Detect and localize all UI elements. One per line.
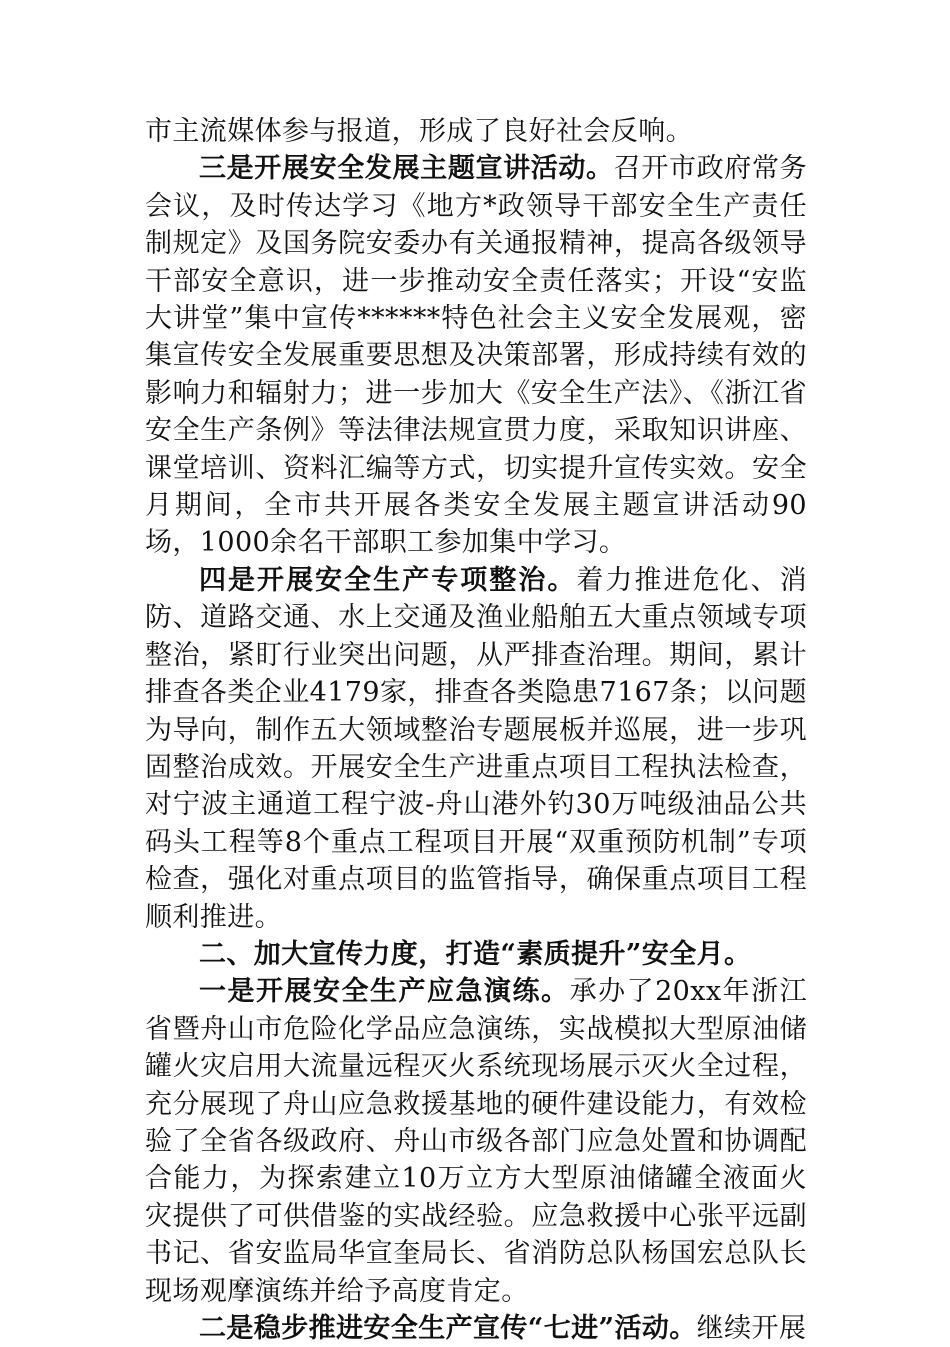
paragraph-body: 市主流媒体参与报道，形成了良好社会反响。 (145, 116, 693, 147)
paragraph-body: 承办了20xx年浙江省暨舟山市危险化学品应急演练，实战模拟大型原油储罐火灾启用大流量远程灭火系统现场展示灭火全过程，充分展现了舟山应急救援基地的硬件建设能力，有效检验了全省各级政府、舟山市级各部门应急处置和协调配合能力，为探索建立10万立方大型原油储罐全液面火灾提供了可供借鉴的实战经验。应急救援中心张平远副书记、省安监局华宣奎局长、省消防总队杨国宏总队长现场观摩演练并给予高度肯定。 (145, 976, 807, 1307)
paragraph-body: 着力推进危化、消防、道路交通、水上交通及渔业船舶五大重点领域专项整治，紧盯行业突出问题，从严排查治理。期间，累计排查各类企业4179家，排查各类隐患7167条；以问题为导向，制作五大领域整治专题展板并巡展，进一步巩固整治成效。开展安全生产进重点项目工程执法检查，对宁波主通道工程宁波-舟山港外钓30万吨级油品公共码头工程等8个重点工程项目开展“双重预防机制”专项检查，强化对重点项目的监管指导，确保重点项目工程顺利推进。 (145, 564, 807, 933)
paragraph-body: 召开市政府常务会议，及时传达学习《地方*政领导干部安全生产责任制规定》及国务院安委办有关通报精神，提高各级领导干部安全意识，进一步推动安全责任落实；开设“安监大讲堂”集中宣传******特色社会主义安全发展观，密集宣传安全发展重要思想及决策部署，形成持续有效的影响力和辐射力；进一步加大《安全生产法》、《浙江省安全生产条例》等法律法规宣贯力度，采取知识讲座、课堂培训、资料汇编等方式，切实提升宣传实效。安全月期间，全市共开展各类安全发展主题宣讲活动90场，1000余名干部职工参加集中学习。 (145, 153, 808, 559)
paragraph-item-two (145, 1310, 807, 1347)
paragraph-item-four (145, 562, 807, 936)
paragraph-lead: 三是开展安全发展主题宣讲活动。 (199, 153, 614, 185)
paragraph-lead: 四是开展安全生产专项整治。 (199, 564, 577, 596)
section-heading-text: 二、加大宣传力度，打造“素质提升”安全月。 (199, 938, 752, 970)
section-heading (145, 936, 807, 973)
paragraph-lead: 二是稳步推进安全生产宣传“七进”活动。 (199, 1313, 697, 1344)
paragraph-item-three (145, 150, 807, 561)
paragraph-continuation (145, 113, 807, 150)
document-page (145, 113, 807, 1347)
paragraph-body: 继续开展 (696, 1313, 807, 1344)
paragraph-lead: 一是开展安全生产应急演练。 (199, 976, 570, 1008)
paragraph-item-one (145, 973, 807, 1310)
